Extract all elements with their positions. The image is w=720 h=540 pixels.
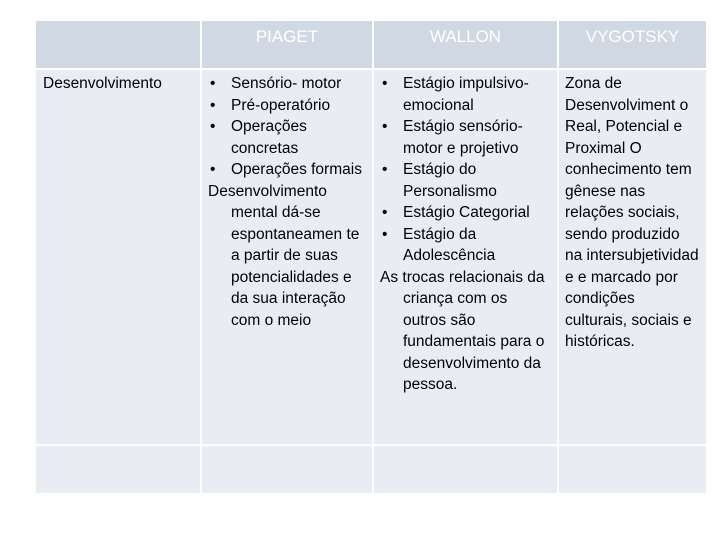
list-item: • Pré-operatório bbox=[208, 95, 366, 117]
list-item: • Estágio sensório- motor e projetivo bbox=[380, 116, 551, 159]
list-item: • Operações concretas bbox=[208, 116, 366, 159]
list-item: • Estágio da Adolescência bbox=[380, 224, 551, 267]
empty-cell bbox=[559, 446, 706, 493]
piaget-cell bbox=[202, 70, 372, 444]
header-wallon: WALLON bbox=[374, 21, 557, 68]
piaget-description: Desenvolvimento mental dá-se espontaneamen te a partir de suas potencialidades e da sua interação com o meio bbox=[208, 182, 360, 329]
header-empty-cell bbox=[36, 21, 200, 68]
piaget-stage-list bbox=[208, 73, 366, 181]
wallon-cell bbox=[374, 70, 557, 444]
header-piaget: PIAGET bbox=[202, 21, 372, 68]
list-item: • Estágio impulsivo- emocional bbox=[380, 73, 551, 116]
empty-cell bbox=[374, 446, 557, 493]
empty-cell bbox=[202, 446, 372, 493]
list-item: • Estágio do Personalismo bbox=[380, 159, 551, 202]
vygotsky-description: Zona de Desenvolviment o Real, Potencial e Proximal O conhecimento tem gênese nas relações sociais, sendo produzido na intersubjetividad e e marcado por condições culturais, sociais e históricas. bbox=[565, 75, 699, 350]
list-item: • Sensório- motor bbox=[208, 73, 366, 95]
wallon-description: As trocas relacionais da criança com os outros são fundamentais para o desenvolvimento da pessoa. bbox=[380, 268, 545, 393]
row-label-desenvolvimento: Desenvolvimento bbox=[36, 70, 200, 444]
empty-cell bbox=[36, 446, 200, 493]
vygotsky-cell bbox=[559, 70, 706, 444]
header-vygotsky: VYGOTSKY bbox=[559, 21, 706, 68]
list-item: • Operações formais bbox=[208, 159, 366, 181]
list-item: • Estágio Categorial bbox=[380, 202, 551, 224]
comparison-table bbox=[36, 21, 706, 493]
wallon-stage-list bbox=[380, 73, 551, 267]
